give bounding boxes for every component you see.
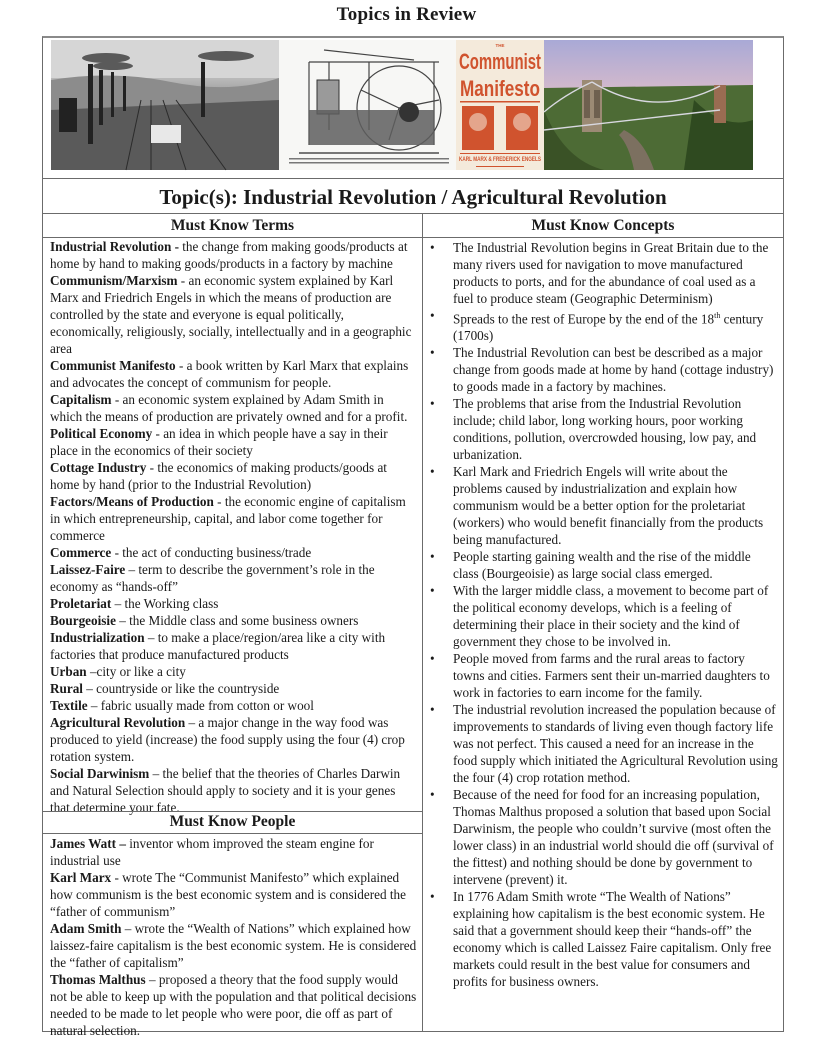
term-entry	[50, 272, 418, 357]
suspension-bridge-image	[544, 40, 753, 170]
concept-item	[427, 307, 779, 344]
term-entry	[50, 629, 418, 663]
term-name: Communism/Marxism	[50, 273, 178, 288]
concept-item	[427, 395, 779, 463]
bullet-icon: •	[430, 308, 435, 323]
term-name: Agricultural Revolution	[50, 715, 186, 730]
term-entry	[50, 612, 418, 629]
person-entry	[50, 971, 418, 1039]
term-definition: – countryside or like the countryside	[82, 681, 280, 696]
topic-heading: Topic(s): Industrial Revolution / Agricultural Revolution	[159, 185, 667, 209]
person-name: Adam Smith	[50, 921, 122, 936]
term-definition: – a major change in the way food was produced to yield (increase) the food supply using the four (4) crop rotation system.	[50, 715, 405, 764]
ordinal-superscript: th	[714, 311, 721, 320]
term-definition: – to make a place/region/area like a city with factories that produce manufactured products	[50, 630, 386, 662]
term-entry	[50, 595, 418, 612]
person-name: Karl Marx	[50, 870, 112, 885]
term-entry	[50, 425, 418, 459]
term-entry	[50, 391, 418, 425]
manifesto-title-line1: Communist	[459, 49, 542, 74]
term-name: Commerce	[50, 545, 112, 560]
concept-item	[427, 548, 779, 582]
concept-item	[427, 888, 779, 990]
bullet-icon: •	[430, 396, 435, 412]
person-description: – wrote the “Wealth of Nations” which explained how laissez-faire capitalism is the best economic system. He is considered the “father of capitalism”	[50, 921, 417, 970]
term-definition: – fabric usually made from cotton or wool	[87, 698, 314, 713]
term-name: Laissez-Faire	[50, 562, 126, 577]
term-definition: - an economic system explained by Adam Smith in which the means of production are privately owned and for a profit.	[50, 392, 408, 424]
term-name: Cottage Industry	[50, 460, 147, 475]
term-name: Urban	[50, 664, 87, 679]
term-definition: - an economic system explained by Karl Marx and Friedrich Engels in which the means of production are controlled by the state and everyone is equal politically, economically, religiously, socially, intellectually and in a geographic area	[50, 273, 412, 356]
term-name: Textile	[50, 698, 88, 713]
concept-text: The Industrial Revolution can best be described as a major change from goods made at home by hand (cottage industry) to goods made in a factory by machines.	[453, 345, 774, 395]
manifesto-authors-text: KARL MARX & FREDERICK ENGELS	[459, 157, 541, 163]
term-name: Industrialization	[50, 630, 145, 645]
term-name: Capitalism	[50, 392, 112, 407]
page-title: Topics in Review	[336, 4, 477, 25]
term-name: Factors/Means of Production	[50, 494, 214, 509]
image-strip	[51, 40, 753, 170]
person-description: - wrote The “Communist Manifesto” which explained how communism is the best economic system and is considered the “father of communism”	[50, 870, 406, 919]
manifesto-title-line2: Manifesto	[460, 76, 540, 101]
term-entry	[50, 493, 418, 544]
concept-item	[427, 650, 779, 701]
concept-text: In 1776 Adam Smith wrote “The Wealth of Nations” explaining how capitalism is the best economic system. He said that a government should keep their “hands-off” the economy which is called Laissez Faire capitalism. Only free markets could result in the best value for consumers and profits for business owners.	[453, 889, 772, 990]
factory-engraving-image	[51, 40, 279, 170]
concept-item	[427, 701, 779, 786]
term-definition: - an idea in which people have a say in their place in the economics of their society	[50, 426, 388, 458]
term-definition: the change from making goods/products at home by hand to making goods/products in a factory by machine	[50, 239, 408, 271]
terms-heading: Must Know Terms	[170, 217, 295, 234]
term-name: Rural	[50, 681, 83, 696]
concept-text: People moved from farms and the rural areas to factory towns and cities. Farmers sent their un-married daughters to work in factories to earn income for the family.	[453, 651, 770, 701]
bullet-icon: •	[430, 651, 435, 667]
term-entry	[50, 561, 418, 595]
bullet-icon: •	[430, 787, 435, 803]
review-table	[42, 36, 784, 1038]
bullet-icon: •	[430, 889, 435, 905]
term-definition: –city or like a city	[86, 664, 186, 679]
term-name: Social Darwinism	[50, 766, 150, 781]
concept-text: Because of the need for food for an increasing population, Thomas Malthus proposed a solution that based upon Social Darwinism, the people who couldn’t survive (most often the lower class) in an industrial world should die off (survival of the fittest) and nothing should be done by government to intervene (prevent) it.	[453, 787, 774, 888]
term-entry	[50, 663, 418, 680]
people-list	[50, 835, 418, 1039]
divider	[43, 833, 422, 834]
person-name: Thomas Malthus	[50, 972, 146, 987]
concept-item	[427, 582, 779, 650]
concepts-list	[427, 239, 779, 990]
term-definition: – the Middle class and some business owners	[115, 613, 359, 628]
person-description: – proposed a theory that the food supply would not be able to keep up with the population and that political decisions needed to be made to let people who were poor, die off as part of natural selection.	[50, 972, 417, 1038]
person-entry	[50, 920, 418, 971]
term-definition: - the economic engine of capitalism in which entrepreneurship, capital, and labor come together for commerce	[50, 494, 406, 543]
concept-text: People starting gaining wealth and the rise of the middle class (Bourgeoisie) as large social class emerged.	[453, 549, 751, 582]
steam-engine-image	[279, 40, 456, 170]
term-name: Communist Manifesto	[50, 358, 176, 373]
manifesto-the-text: THE	[495, 43, 505, 48]
person-entry	[50, 835, 418, 869]
concept-text: Karl Mark and Friedrich Engels will write about the problems caused by industrialization and explain how communism would be a better option for the proletariat (workers) who would benefit financially from the products being manufactured.	[453, 464, 764, 548]
column-divider	[422, 214, 423, 1032]
term-name: Bourgeoisie	[50, 613, 116, 628]
person-name: James Watt –	[50, 836, 130, 851]
term-definition: - the act of conducting business/trade	[111, 545, 312, 560]
term-entry	[50, 765, 418, 816]
term-definition: – the Working class	[111, 596, 219, 611]
term-entry	[50, 714, 418, 765]
bullet-icon: •	[430, 583, 435, 599]
people-heading: Must Know People	[169, 813, 296, 830]
concept-text: The problems that arise from the Industrial Revolution include; child labor, long working hours, poor working conditions, pollution, overcrowded housing, low pay, and urbanization.	[453, 396, 757, 463]
term-name: Industrial Revolution -	[50, 239, 183, 254]
concept-text: Spreads to the rest of Europe by the end of the 18	[453, 311, 715, 327]
term-entry	[50, 680, 418, 697]
term-entry	[50, 459, 418, 493]
term-definition: – the belief that the theories of Charles Darwin and Natural Selection should apply to society and it is your genes that determine your fate.	[50, 766, 401, 815]
bullet-icon: •	[430, 464, 435, 480]
term-entry	[50, 238, 418, 272]
concept-item	[427, 786, 779, 888]
term-name: Proletariat	[50, 596, 112, 611]
concept-item	[427, 344, 779, 395]
bullet-icon: •	[430, 549, 435, 565]
concept-text: The industrial revolution increased the population because of improvements to standards of living even though factory life was not perfect. This caused a need for an increase in the food supply which initiated the Agricultural Revolution using the four (4) crop rotation method.	[453, 702, 778, 786]
concept-item	[427, 239, 779, 307]
bullet-icon: •	[430, 345, 435, 361]
term-entry	[50, 544, 418, 561]
concept-text: With the larger middle class, a movement to become part of the political economy develops, which is a feeling of determining their place in their society and the kind of government they chose to be involved in.	[453, 583, 769, 650]
term-entry	[50, 697, 418, 714]
concept-item	[427, 463, 779, 548]
bullet-icon: •	[430, 240, 435, 255]
communist-manifesto-cover-image	[456, 40, 544, 170]
concept-text: The Industrial Revolution begins in Great Britain due to the many rivers used for navigation to move manufactured products to ports, and for the abundance of coal used as a fuel to produce steam (Geographic Determinism)	[453, 240, 769, 306]
concept-text-continued: century (1700s)	[453, 311, 764, 344]
term-definition: - a book written by Karl Marx that explains and advocates the concept of communism for people.	[50, 358, 409, 390]
term-definition: - the economics of making products/goods at home by hand (prior to the Industrial Revolution)	[50, 460, 387, 492]
bullet-icon: •	[430, 702, 435, 718]
concepts-heading: Must Know Concepts	[531, 217, 675, 234]
person-entry	[50, 869, 418, 920]
person-description: inventor whom improved the steam engine for industrial use	[50, 836, 374, 868]
terms-list	[50, 238, 418, 816]
divider	[43, 178, 783, 179]
term-name: Political Economy	[50, 426, 153, 441]
term-definition: – term to describe the government’s role in the economy as “hands-off”	[50, 562, 375, 594]
term-entry	[50, 357, 418, 391]
